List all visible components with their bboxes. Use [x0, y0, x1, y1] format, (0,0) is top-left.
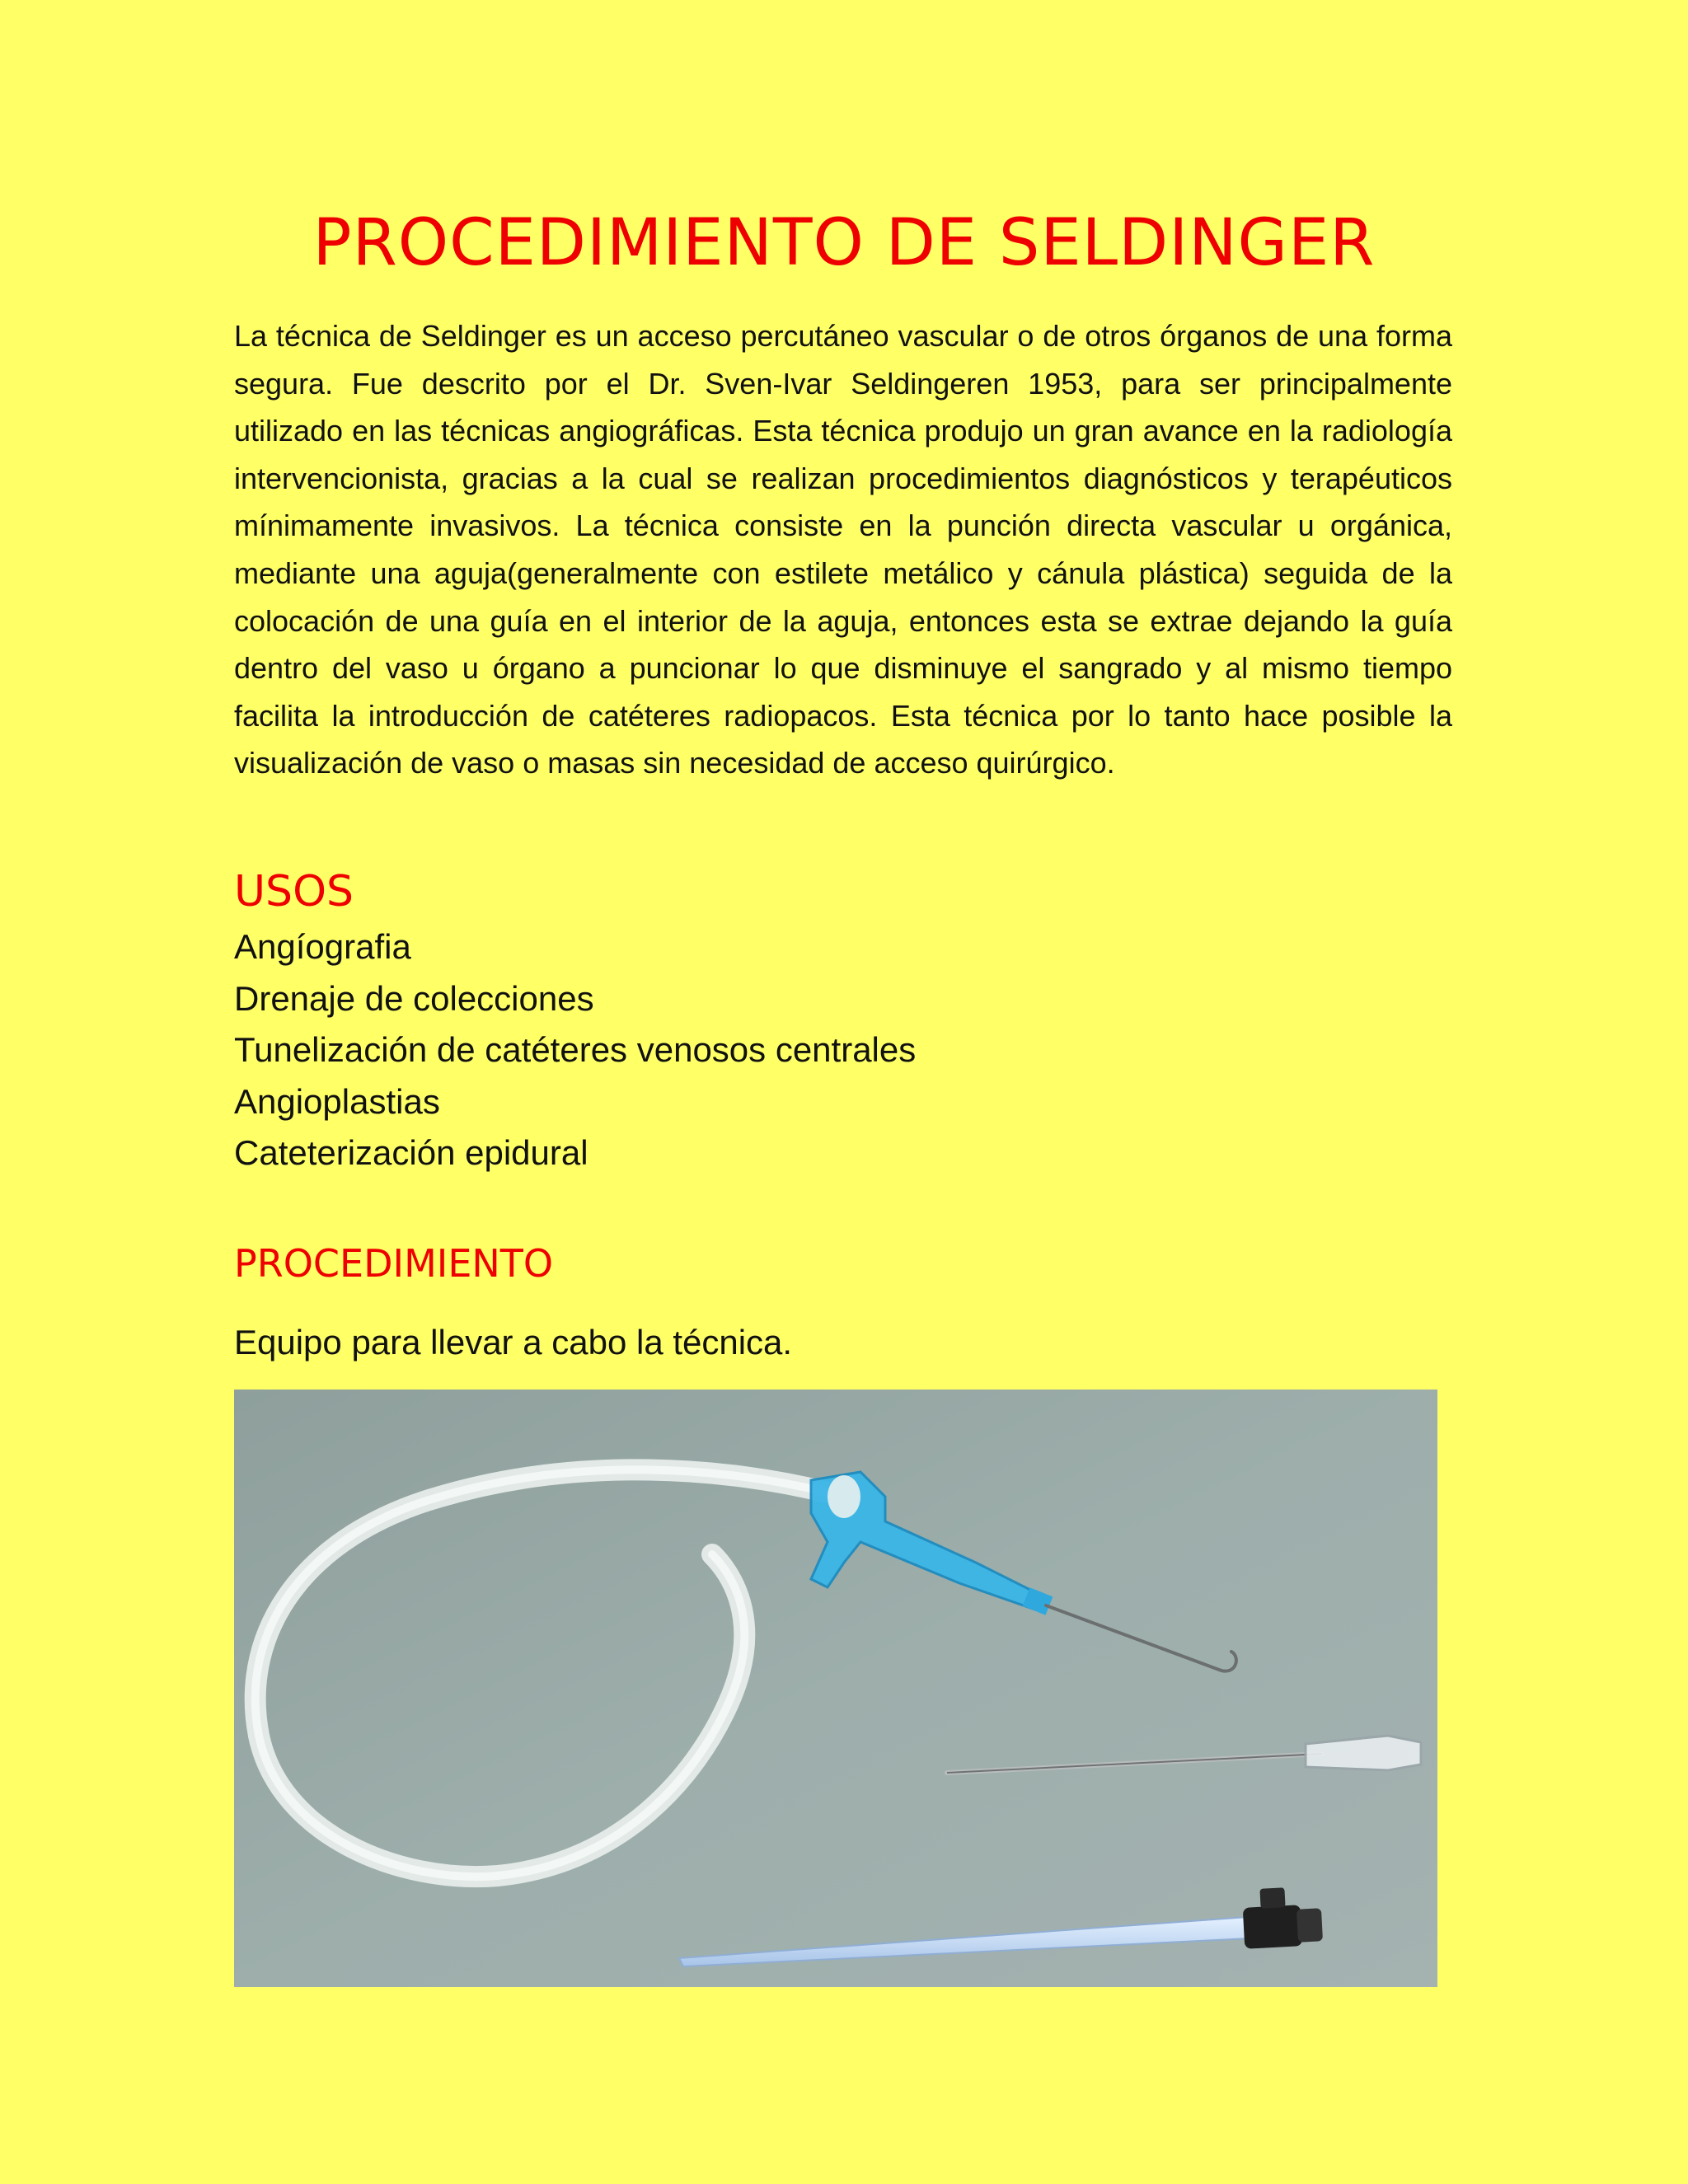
seldinger-equipment-photo — [234, 1390, 1437, 1987]
list-item: Drenaje de colecciones — [234, 978, 594, 1018]
intro-paragraph: La técnica de Seldinger es un acceso percutáneo vascular o de otros órganos de una forma segura. Fue descrito por el Dr. Sven-Ivar Seldingeren 1953, para ser principalmente utilizado en las técnicas angiográficas. Esta técnica produjo un gran avance en la radiología intervencionista, gracias a la cual se realizan procedimientos diagnósticos y terapéuticos mínimamente invasivos. La técnica consiste en la punción directa vascular u orgánica, mediante una aguja(generalmente con estilete metálico y cánula plástica) seguida de la colocación de una guía en el interior de la aguja, entonces esta se extrae dejando la guía dentro del vaso u órgano a puncionar lo que disminuye el sangrado y al mismo tiempo facilita la introducción de catéteres radiopacos. Esta técnica por lo tanto hace posible la visualización de vaso o masas sin necesidad de acceso quirúrgico. — [234, 319, 1452, 780]
list-item: Cateterización epidural — [234, 1133, 588, 1172]
usos-list — [234, 921, 916, 1179]
page-title: PROCEDIMIENTO DE SELDINGER — [312, 206, 1376, 280]
procedimiento-heading: PROCEDIMIENTO — [234, 1241, 554, 1286]
usos-heading: USOS — [234, 867, 354, 916]
list-item: Angioplastias — [234, 1081, 440, 1121]
list-item: Tunelización de catéteres venosos centrales — [234, 1030, 917, 1069]
equipo-text: Equipo para llevar a cabo la técnica. — [234, 1323, 793, 1361]
dilator-hub — [1243, 1905, 1303, 1949]
list-item: Angíografia — [234, 927, 411, 966]
